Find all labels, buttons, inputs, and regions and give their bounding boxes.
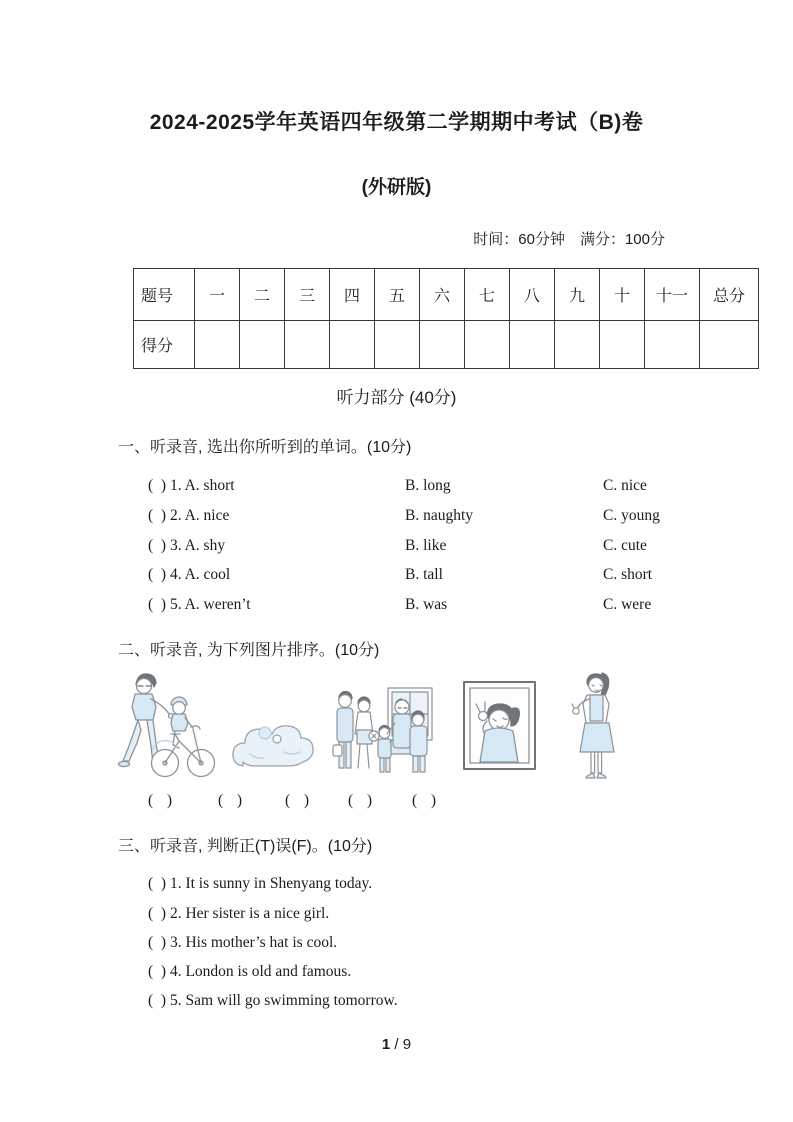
score-table-score-row bbox=[134, 321, 759, 369]
option-c: C. were bbox=[603, 596, 652, 613]
answer-blank: ( ) bbox=[148, 792, 175, 809]
table-header-question-no: 题号 bbox=[134, 269, 195, 321]
option-a: ( ) 3. A. shy bbox=[148, 537, 226, 554]
score-cell bbox=[510, 321, 555, 369]
table-header-cell: 九 bbox=[555, 269, 600, 321]
option-b: B. naughty bbox=[405, 507, 474, 524]
total-pages: 9 bbox=[402, 1036, 412, 1053]
answer-blank: ( ) bbox=[348, 792, 375, 809]
framed-girl-peace-sign-illustration bbox=[462, 679, 538, 773]
cloud-illustration bbox=[228, 702, 322, 778]
current-page-number: 1 bbox=[381, 1036, 391, 1053]
table-header-total: 总分 bbox=[700, 269, 759, 321]
family-illustration bbox=[332, 682, 436, 782]
table-header-cell: 十一 bbox=[645, 269, 700, 321]
choice-row bbox=[148, 477, 793, 499]
table-header-cell: 三 bbox=[285, 269, 330, 321]
score-cell bbox=[645, 321, 700, 369]
score-cell bbox=[465, 321, 510, 369]
listening-section-heading: 听力部分 (40分) bbox=[336, 388, 457, 407]
table-header-cell: 七 bbox=[465, 269, 510, 321]
true-false-statement: ( ) 3. His mother’s hat is cool. bbox=[148, 934, 338, 951]
option-b: B. tall bbox=[405, 566, 443, 583]
table-header-cell: 二 bbox=[240, 269, 285, 321]
answer-blank: ( ) bbox=[412, 792, 439, 809]
bike-riding-illustration bbox=[112, 670, 220, 786]
score-cell bbox=[195, 321, 240, 369]
score-cell bbox=[420, 321, 465, 369]
option-a: ( ) 2. A. nice bbox=[148, 507, 230, 524]
option-c: C. nice bbox=[603, 477, 647, 494]
choice-row bbox=[148, 596, 793, 618]
table-header-cell: 四 bbox=[330, 269, 375, 321]
score-cell bbox=[700, 321, 759, 369]
choice-row bbox=[148, 507, 793, 529]
page-number bbox=[0, 1036, 793, 1053]
true-false-statement: ( ) 5. Sam will go swimming tomorrow. bbox=[148, 992, 398, 1009]
option-b: B. was bbox=[405, 596, 448, 613]
exam-time-score-info: 时间：60分钟 满分：100分 bbox=[473, 231, 665, 248]
part3-heading: 三、听录音, 判断正(T)误(F)。(10分) bbox=[118, 838, 373, 855]
table-header-cell: 一 bbox=[195, 269, 240, 321]
page-title: 2024-2025学年英语四年级第二学期期中考试（B)卷 bbox=[149, 111, 644, 134]
page-separator: / bbox=[390, 1036, 403, 1053]
table-header-cell: 六 bbox=[420, 269, 465, 321]
score-cell bbox=[285, 321, 330, 369]
answer-blank: ( ) bbox=[218, 792, 245, 809]
score-cell bbox=[330, 321, 375, 369]
choice-row bbox=[148, 537, 793, 559]
table-header-cell: 十 bbox=[600, 269, 645, 321]
score-row-label: 得分 bbox=[134, 321, 195, 369]
answer-blank: ( ) bbox=[285, 792, 312, 809]
option-b: B. like bbox=[405, 537, 447, 554]
score-cell bbox=[555, 321, 600, 369]
option-b: B. long bbox=[405, 477, 451, 494]
true-false-statement: ( ) 4. London is old and famous. bbox=[148, 963, 352, 980]
part2-heading: 二、听录音, 为下列图片排序。(10分) bbox=[118, 642, 380, 659]
standing-woman-illustration bbox=[565, 668, 629, 788]
true-false-statement: ( ) 1. It is sunny in Shenyang today. bbox=[148, 875, 373, 892]
score-cell bbox=[375, 321, 420, 369]
score-cell bbox=[600, 321, 645, 369]
part1-heading: 一、听录音, 选出你所听到的单词。(10分) bbox=[118, 439, 412, 456]
option-a: ( ) 5. A. weren’t bbox=[148, 596, 251, 613]
score-table bbox=[133, 268, 759, 369]
true-false-statement: ( ) 2. Her sister is a nice girl. bbox=[148, 905, 330, 922]
score-cell bbox=[240, 321, 285, 369]
score-table-header-row bbox=[134, 269, 759, 321]
table-header-cell: 五 bbox=[375, 269, 420, 321]
table-header-cell: 八 bbox=[510, 269, 555, 321]
option-c: C. cute bbox=[603, 537, 647, 554]
choice-row bbox=[148, 566, 793, 588]
option-c: C. young bbox=[603, 507, 660, 524]
option-a: ( ) 4. A. cool bbox=[148, 566, 231, 583]
option-a: ( ) 1. A. short bbox=[148, 477, 235, 494]
exam-edition-subtitle: (外研版) bbox=[361, 177, 432, 198]
option-c: C. short bbox=[603, 566, 653, 583]
